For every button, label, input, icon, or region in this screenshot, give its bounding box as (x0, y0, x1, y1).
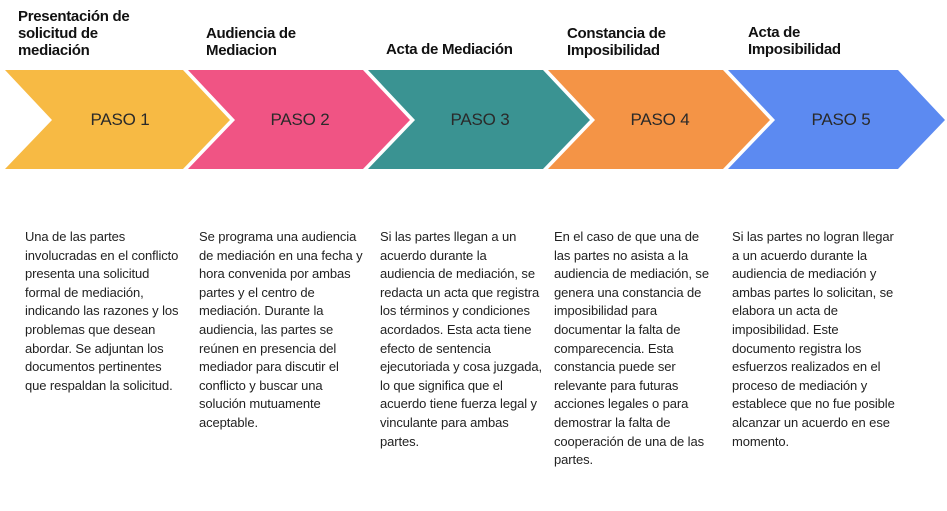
step-3-label: PASO 3 (450, 110, 510, 129)
step-1-description: Una de las partes involucradas en el conflicto presenta una solicitud formal de mediación, indicando las razones y los problemas que desean abordar. Se adjuntan los documentos pertinentes que respaldan la solicitud. (25, 229, 179, 393)
step-2-description: Se programa una audiencia de mediación en una fecha y hora convenida por ambas partes y el centro de mediación. Durante la audiencia, las partes se reúnen en presencia del mediador para discutir el conflicto y buscar una solución mutuamente aceptable. (199, 229, 363, 430)
step-2-label: PASO 2 (270, 110, 330, 129)
step-4-label: PASO 4 (630, 110, 690, 129)
step-1-title: Presentación de solicitud de mediación (18, 8, 130, 59)
step-5-description: Si las partes no logran llegar a un acuerdo durante la audiencia de mediación y ambas partes lo solicitan, se elabora un acta de imposibilidad. Este documento registra los esfuerzos realizados en el proceso de mediación y establece que no fue posible alcanzar un acuerdo en ese momento. (732, 229, 895, 449)
step-2-title: Audiencia de Mediacion (206, 25, 296, 59)
step-3-description: Si las partes llegan a un acuerdo durante la audiencia de mediación, se redacta un acta que registra los términos y condiciones acordados. Esta acta tiene efecto de sentencia ejecutoriada y cosa juzgada, lo que significa que el acuerdo tiene fuerza legal y vinculante para ambas partes. (380, 229, 542, 449)
step-5-label: PASO 5 (811, 110, 871, 129)
step-4-title: Constancia de Imposibilidad (567, 25, 666, 59)
step-1-label: PASO 1 (90, 110, 150, 129)
step-3-title: Acta de Mediación (386, 41, 513, 58)
step-5-title: Acta de Imposibilidad (748, 24, 841, 58)
step-4-description: En el caso de que una de las partes no asista a la audiencia de mediación, se genera una constancia de imposibilidad para documentar la falta de comparecencia. Esta constancia puede ser relevante para futuras acciones legales o para demostrar la falta de cooperación de una de las partes. (554, 229, 709, 468)
process-chevrons (0, 0, 947, 175)
